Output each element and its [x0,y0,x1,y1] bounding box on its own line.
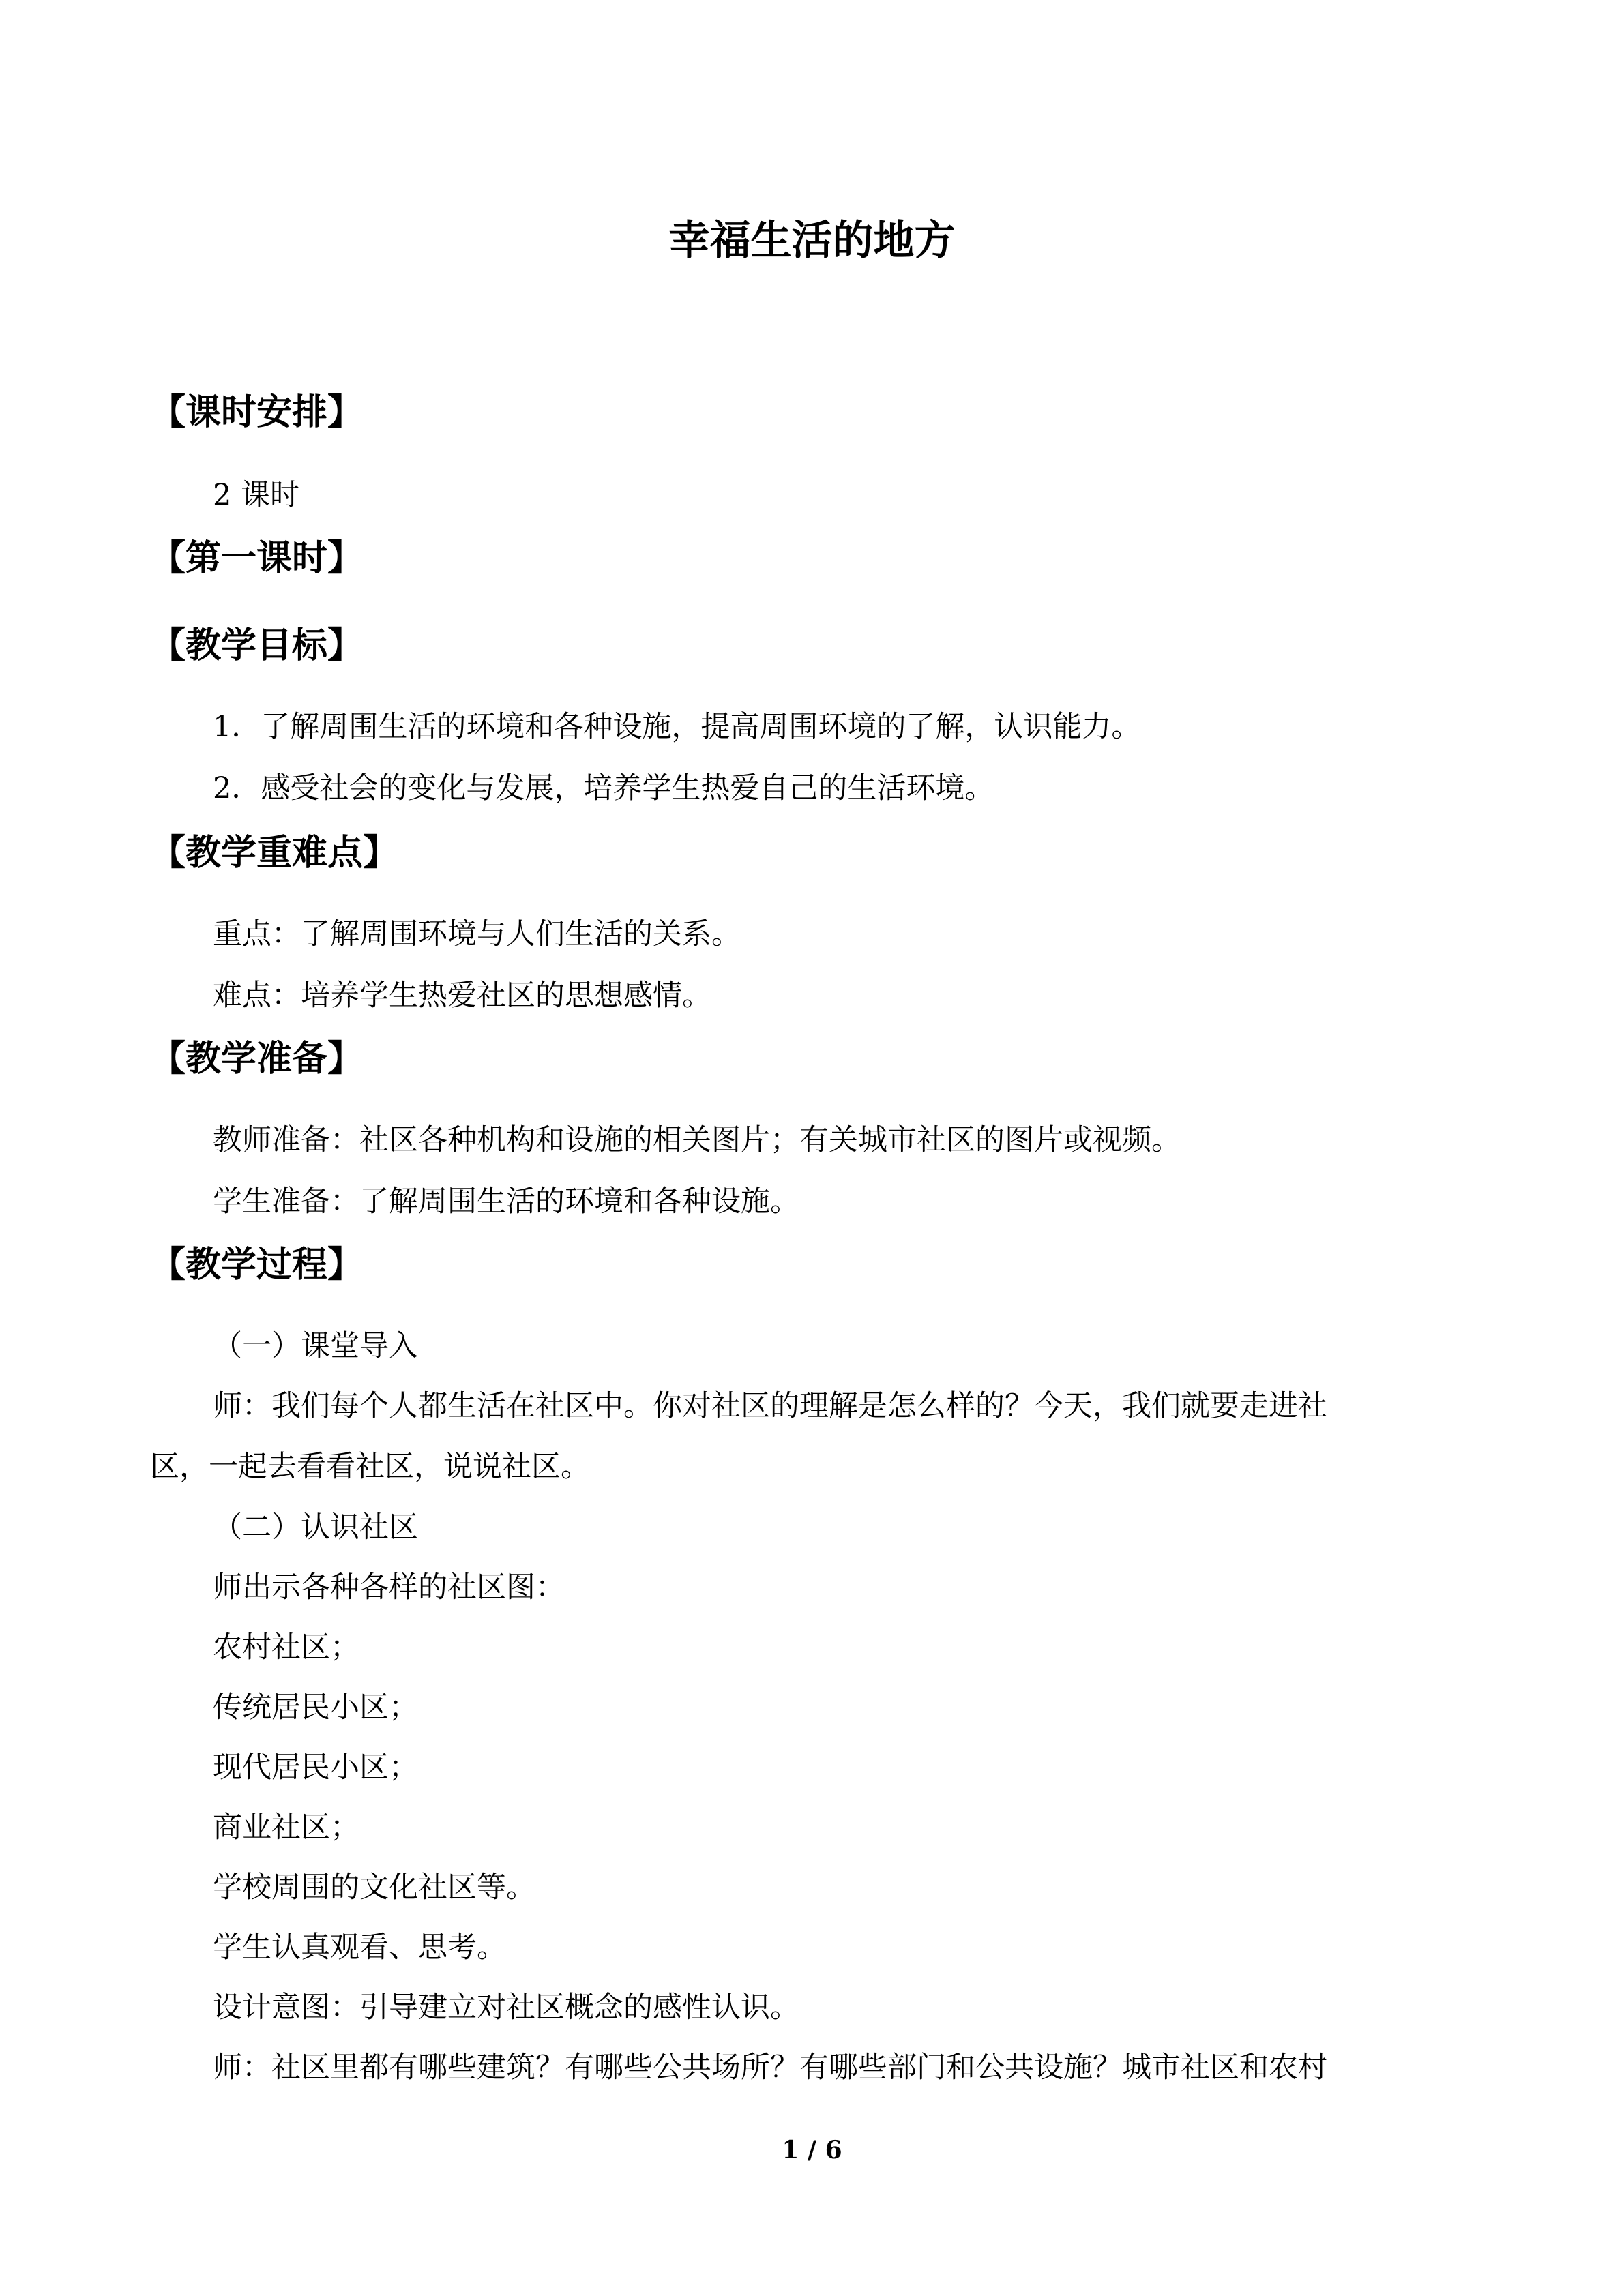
heading-key-points: 【教学重难点】 [150,833,399,874]
key-point-text: 重点：了解周围环境与人们生活的关系。 [213,917,741,951]
process-line: 学生认真观看、思考。 [213,1930,506,1965]
document-title: 幸福生活的地方 [668,217,956,265]
difficult-point-text: 难点：培养学生热爱社区的思想感情。 [213,979,711,1013]
process-line: 农村社区； [213,1630,359,1665]
process-line: （二）认识社区 [213,1510,418,1545]
heading-process: 【教学过程】 [150,1244,364,1285]
page-number: 1 / 6 [782,2136,842,2164]
process-line: 师：社区里都有哪些建筑？有哪些公共场所？有哪些部门和公共设施？城市社区和农村 [213,2051,1327,2085]
heading-schedule: 【课时安排】 [150,392,364,433]
heading-first-lesson: 【第一课时】 [150,538,364,579]
process-line: 设计意图：引导建立对社区概念的感性认识。 [213,1991,799,2025]
objective-item-2: 2．感受社会的变化与发展，培养学生热爱自己的生活环境。 [213,771,994,805]
process-line: 学校周围的文化社区等。 [213,1870,535,1905]
student-preparation: 学生准备：了解周围生活的环境和各种设施。 [213,1184,799,1219]
heading-objectives: 【教学目标】 [150,625,364,666]
objective-item-1: 1．了解周围生活的环境和各种设施，提高周围环境的了解，认识能力。 [213,710,1141,744]
process-line: 师：我们每个人都生活在社区中。你对社区的理解是怎么样的？今天，我们就要走进社 [213,1389,1327,1423]
process-line: 现代居民小区； [213,1750,418,1785]
schedule-text: 2 课时 [213,478,300,512]
teacher-preparation: 教师准备：社区各种机构和设施的相关图片；有关城市社区的图片或视频。 [213,1123,1181,1157]
process-line: 商业社区； [213,1810,359,1845]
heading-preparation: 【教学准备】 [150,1039,364,1079]
process-line: （一）课堂导入 [213,1329,418,1363]
process-line: 区，一起去看看社区，说说社区。 [150,1450,590,1484]
process-line: 传统居民小区； [213,1690,418,1725]
process-line: 师出示各种各样的社区图： [213,1570,565,1605]
